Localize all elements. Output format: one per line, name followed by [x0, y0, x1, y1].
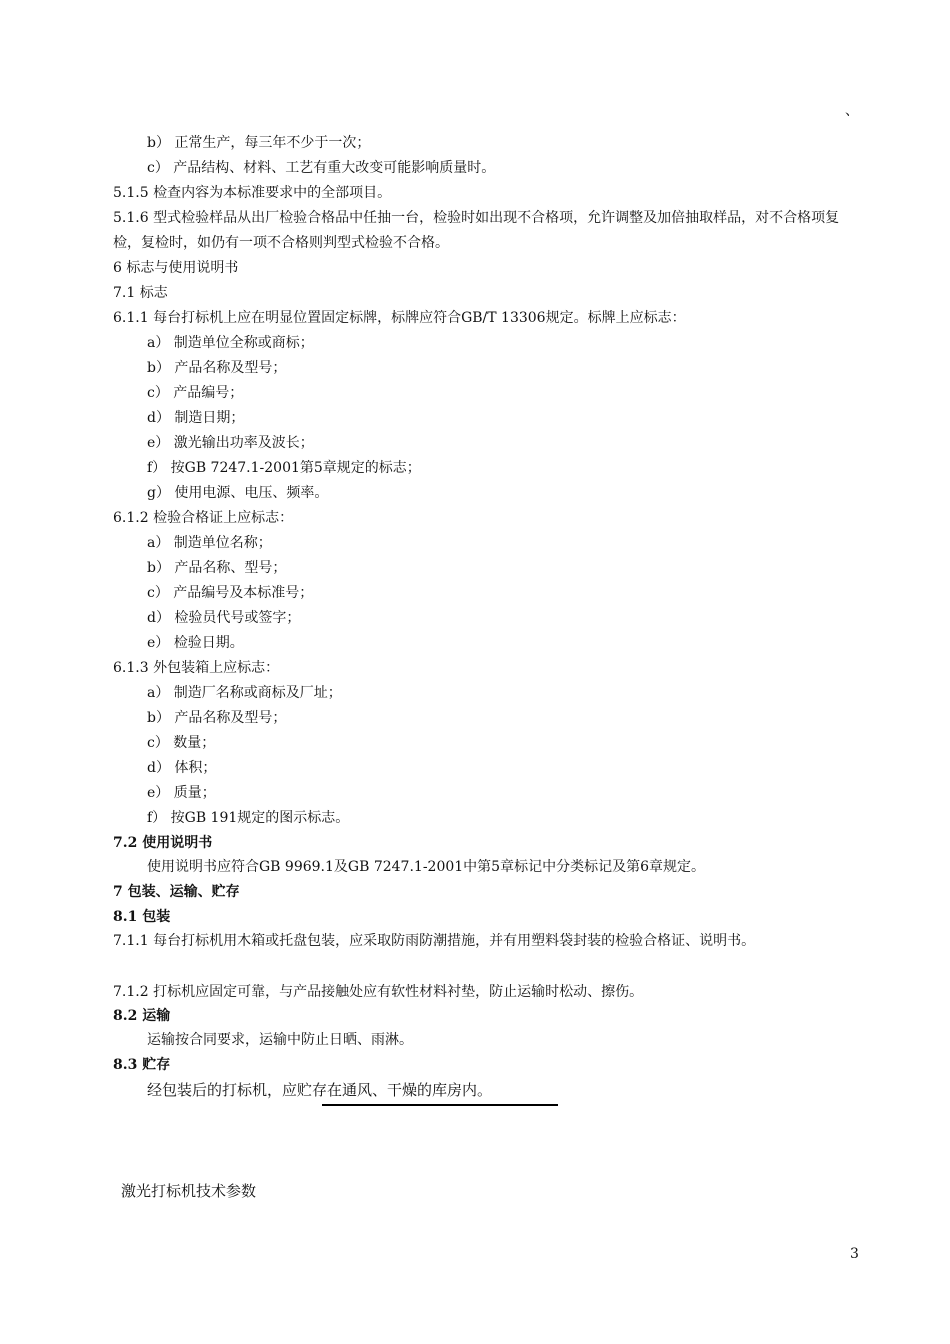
clause-6-1-3: 6.1.3 外包装箱上应标志：: [113, 660, 280, 676]
list-item: c） 数量；: [147, 735, 216, 751]
list-item: g） 使用电源、电压、频率。: [147, 485, 329, 501]
section-heading: 7.2 使用说明书: [113, 835, 213, 851]
paragraph: 经包装后的打标机，应贮存在通风、干燥的库房内。: [147, 1081, 493, 1099]
section-heading: 8.1 包装: [113, 909, 171, 925]
list-item: b） 正常生产，每三年不少于一次；: [147, 135, 371, 151]
section-heading: 8.3 贮存: [113, 1057, 171, 1073]
list-item: b） 产品名称及型号；: [147, 710, 287, 726]
list-item: c） 产品编号；: [147, 385, 244, 401]
section-heading: 7.1 标志: [113, 285, 168, 301]
page-number: 3: [850, 1246, 859, 1262]
list-item: a） 制造单位全称或商标；: [147, 335, 314, 351]
paragraph: 使用说明书应符合GB 9969.1及GB 7247.1-2001中第5章标记中分类标记及第6章规定。: [147, 859, 705, 875]
list-item: e） 质量；: [147, 785, 216, 801]
list-item: c） 产品编号及本标准号；: [147, 585, 314, 601]
section-heading: 7 包装、运输、贮存: [113, 884, 240, 900]
section-heading: 8.2 运输: [113, 1008, 171, 1024]
end-rule: [322, 1104, 558, 1106]
clause-6-1-1: 6.1.1 每台打标机上应在明显位置固定标牌，标牌应符合GB/T 13306规定。标牌上应标志：: [113, 310, 686, 326]
list-item: a） 制造厂名称或商标及厂址；: [147, 685, 342, 701]
list-item: f） 按GB 7247.1-2001第5章规定的标志；: [147, 460, 421, 476]
list-item: d） 体积；: [147, 760, 217, 776]
list-item: f） 按GB 191规定的图示标志。: [147, 810, 350, 826]
list-item: a） 制造单位名称；: [147, 535, 272, 551]
footer-caption: 激光打标机技术参数: [121, 1182, 257, 1200]
section-heading: 6 标志与使用说明书: [113, 260, 239, 276]
clause-5-1-6: 5.1.6 型式检验样品从出厂检验合格品中任抽一台，检验时如出现不合格项，允许调整及加倍抽取样品，对不合格项复检，复检时，如仍有一项不合格则判型式检验不合格。: [113, 210, 840, 251]
clause-5-1-5: 5.1.5 检查内容为本标准要求中的全部项目。: [113, 185, 392, 201]
list-item: d） 检验员代号或签字；: [147, 610, 301, 626]
list-item: b） 产品名称、型号；: [147, 560, 287, 576]
clause-7-1-2: 7.1.2 打标机应固定可靠，与产品接触处应有软性材料衬垫，防止运输时松动、擦伤。: [113, 984, 644, 1000]
list-item: e） 激光输出功率及波长；: [147, 435, 314, 451]
list-item: e） 检验日期。: [147, 635, 244, 651]
clause-6-1-2: 6.1.2 检验合格证上应标志：: [113, 510, 294, 526]
corner-mark: 、: [845, 103, 859, 119]
list-item: d） 制造日期；: [147, 410, 245, 426]
paragraph: 运输按合同要求，运输中防止日晒、雨淋。: [147, 1032, 413, 1048]
list-item: c） 产品结构、材料、工艺有重大改变可能影响质量时。: [147, 160, 496, 176]
clause-7-1-1: 7.1.1 每台打标机用木箱或托盘包装，应采取防雨防潮措施，并有用塑料袋封装的检验合格证、说明书。: [113, 933, 756, 949]
list-item: b） 产品名称及型号；: [147, 360, 287, 376]
